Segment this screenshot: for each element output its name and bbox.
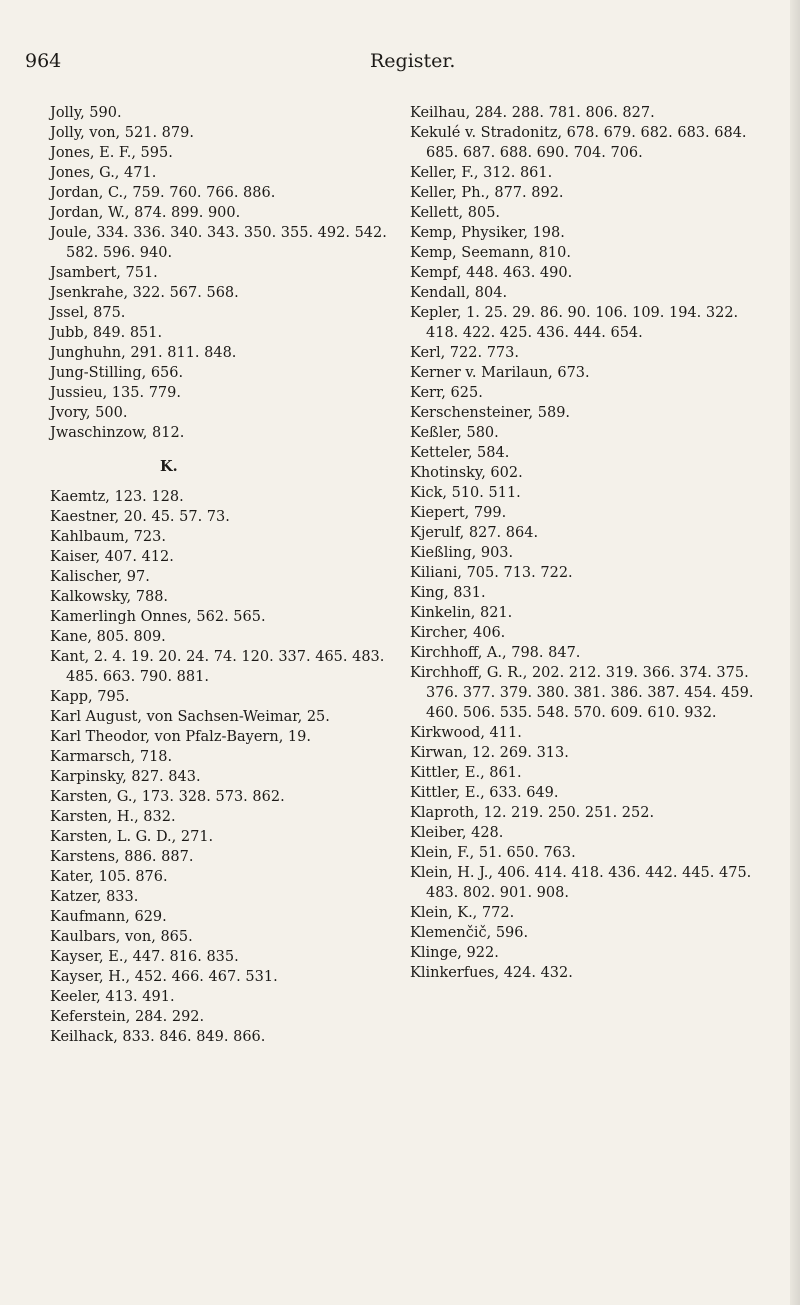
index-entry: Jolly, 590.: [50, 105, 122, 121]
index-entry: Kalkowsky, 788.: [50, 589, 169, 605]
index-entry: Kepler, 1. 25. 29. 86. 90. 106. 109. 194. 322. 418. 422. 425. 436. 444. 654.: [410, 305, 739, 341]
index-entry: Keßler, 580.: [410, 425, 499, 441]
index-entry: Kirwan, 12. 269. 313.: [410, 745, 569, 761]
index-entry: Joule, 334. 336. 340. 343. 350. 355. 492. 542. 582. 596. 940.: [50, 225, 387, 261]
page-edge-shadow: [790, 0, 800, 1305]
index-entry: Kaufmann, 629.: [50, 909, 167, 925]
index-entry: Kemp, Physiker, 198.: [410, 225, 565, 241]
index-entry: Katzer, 833.: [50, 889, 139, 905]
index-entry: Jwaschinzow, 812.: [50, 425, 185, 441]
index-entry: Kaulbars, von, 865.: [50, 929, 193, 945]
index-entry: Kittler, E., 861.: [410, 765, 522, 781]
index-entry: Kaiser, 407. 412.: [50, 549, 174, 565]
index-entry: Klinge, 922.: [410, 945, 499, 961]
index-entry: Jvory, 500.: [50, 405, 128, 421]
index-entry: Keilhack, 833. 846. 849. 866.: [50, 1029, 266, 1045]
index-entries-j: [50, 103, 420, 443]
index-entry: Kircher, 406.: [410, 625, 506, 641]
index-entry: Keller, Ph., 877. 892.: [410, 185, 564, 201]
index-entry: Kirchhoff, G. R., 202. 212. 319. 366. 374. 375. 376. 377. 379. 380. 381. 386. 387. 454. 459. 460. 506. 535. 548. 570. 609. 610. 932.: [410, 665, 754, 721]
index-entry: Kerr, 625.: [410, 385, 483, 401]
index-entry: Keferstein, 284. 292.: [50, 1009, 205, 1025]
index-entry: Kick, 510. 511.: [410, 485, 521, 501]
index-entry: Karpinsky, 827. 843.: [50, 769, 201, 785]
index-entry: Kellett, 805.: [410, 205, 501, 221]
index-entry: Ketteler, 584.: [410, 445, 510, 461]
index-entry: Jordan, W., 874. 899. 900.: [50, 205, 241, 221]
index-entry: Kinkelin, 821.: [410, 605, 513, 621]
index-entry: Kekulé v. Stradonitz, 678. 679. 682. 683. 684. 685. 687. 688. 690. 704. 706.: [410, 125, 747, 161]
index-entry: Kiliani, 705. 713. 722.: [410, 565, 573, 581]
index-entry: Kirkwood, 411.: [410, 725, 522, 741]
index-entry: Karsten, G., 173. 328. 573. 862.: [50, 789, 285, 805]
index-entry: Kießling, 903.: [410, 545, 514, 561]
index-entry: Jung-Stilling, 656.: [50, 365, 184, 381]
index-entry: Jones, G., 471.: [50, 165, 157, 181]
index-column-right: [410, 103, 765, 983]
index-entry: Klaproth, 12. 219. 250. 251. 252.: [410, 805, 655, 821]
index-entry: Kapp, 795.: [50, 689, 130, 705]
index-entry: Kaestner, 20. 45. 57. 73.: [50, 509, 230, 525]
index-entry: Kirchhoff, A., 798. 847.: [410, 645, 581, 661]
index-entry: Jussieu, 135. 779.: [50, 385, 181, 401]
index-entry: Jsambert, 751.: [50, 265, 158, 281]
index-entry: Jones, E. F., 595.: [50, 145, 173, 161]
index-entry: Keller, F., 312. 861.: [410, 165, 553, 181]
index-entry: Keeler, 413. 491.: [50, 989, 175, 1005]
index-entry: Jubb, 849. 851.: [50, 325, 163, 341]
index-entry: Jsenkrahe, 322. 567. 568.: [50, 285, 239, 301]
index-entry: Klein, F., 51. 650. 763.: [410, 845, 576, 861]
index-entry: Kaemtz, 123. 128.: [50, 489, 184, 505]
index-entry: Kendall, 804.: [410, 285, 508, 301]
index-entry: Jssel, 875.: [50, 305, 126, 321]
page-header: [0, 50, 800, 74]
index-entry: Jordan, C., 759. 760. 766. 886.: [50, 185, 276, 201]
index-entry: Kemp, Seemann, 810.: [410, 245, 571, 261]
index-entry: Keilhau, 284. 288. 781. 806. 827.: [410, 105, 655, 121]
index-entry: Karl August, von Sachsen-Weimar, 25.: [50, 709, 330, 725]
index-entry: Kerl, 722. 773.: [410, 345, 519, 361]
index-entry: Junghuhn, 291. 811. 848.: [50, 345, 237, 361]
index-entry: Kamerlingh Onnes, 562. 565.: [50, 609, 266, 625]
index-entry: Kerschensteiner, 589.: [410, 405, 571, 421]
index-entry: Kleiber, 428.: [410, 825, 504, 841]
index-column-left: [50, 103, 420, 1047]
page-number: 964: [25, 50, 62, 72]
index-entry: Kempf, 448. 463. 490.: [410, 265, 573, 281]
running-head: Register.: [370, 50, 456, 72]
index-entry: Khotinsky, 602.: [410, 465, 523, 481]
index-entry: Karstens, 886. 887.: [50, 849, 194, 865]
index-entries-k: [50, 487, 420, 1047]
index-entry: Karmarsch, 718.: [50, 749, 173, 765]
index-entry: Kittler, E., 633. 649.: [410, 785, 559, 801]
index-entry: Kayser, H., 452. 466. 467. 531.: [50, 969, 278, 985]
index-entry: Klein, H. J., 406. 414. 418. 436. 442. 445. 475. 483. 802. 901. 908.: [410, 865, 752, 901]
index-entry: Klein, K., 772.: [410, 905, 515, 921]
index-entry: Kalischer, 97.: [50, 569, 150, 585]
index-entry: Kant, 2. 4. 19. 20. 24. 74. 120. 337. 465. 483. 485. 663. 790. 881.: [50, 649, 385, 685]
index-entry: Karsten, L. G. D., 271.: [50, 829, 214, 845]
index-entry: Karsten, H., 832.: [50, 809, 176, 825]
index-entry: Kane, 805. 809.: [50, 629, 166, 645]
index-entry: Klemenčič, 596.: [410, 925, 529, 941]
index-entry: Kahlbaum, 723.: [50, 529, 166, 545]
section-heading-k: K.: [160, 458, 178, 475]
index-entry: Kater, 105. 876.: [50, 869, 168, 885]
index-entry: Jolly, von, 521. 879.: [50, 125, 194, 141]
index-entry: Klinkerfues, 424. 432.: [410, 965, 573, 981]
index-entry: Kerner v. Marilaun, 673.: [410, 365, 590, 381]
index-entry: Karl Theodor, von Pfalz-Bayern, 19.: [50, 729, 311, 745]
index-entry: Kiepert, 799.: [410, 505, 507, 521]
index-entry: Kayser, E., 447. 816. 835.: [50, 949, 239, 965]
index-entry: Kjerulf, 827. 864.: [410, 525, 539, 541]
index-entry: King, 831.: [410, 585, 486, 601]
